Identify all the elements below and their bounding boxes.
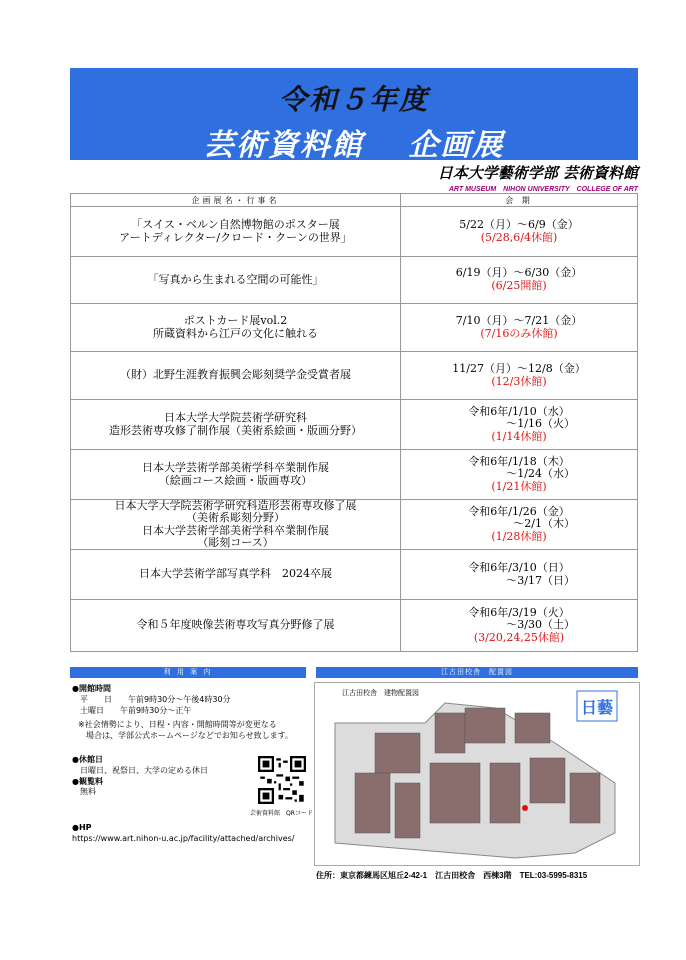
exhibit-date: 令和6年/3/19（火） (468, 605, 570, 619)
exhibit-date: 5/22（月）～6/9（金） (459, 217, 579, 231)
exhibit-date: 令和6年/1/26（金） (468, 504, 570, 518)
exhibit-name: （財）北野生涯教育振興会彫刻奨学金受賞者展 (120, 368, 351, 382)
hours-title: ●開館時間 (72, 684, 111, 693)
exhibit-name: 日本大学芸術学部写真学科 2024卒展 (139, 567, 332, 581)
notice-line2: 場合は、学部公式ホームページなどでお知らせ致します。 (86, 730, 293, 740)
exhibit-date-end: ～1/16（火） (506, 417, 575, 431)
exhibit-name: 令和５年度映像芸術専攻写真分野修了展 (136, 618, 335, 632)
exhibit-name: 日本大学芸術学部美術学科卒業制作展 (142, 460, 329, 474)
table-row (71, 352, 638, 400)
campus-map-drawing (315, 683, 639, 865)
map-header: 江古田校舎 配置図 (316, 667, 638, 678)
closed-note: (3/20,24,25休館) (473, 630, 565, 644)
homepage (72, 823, 294, 845)
exhibit-name: 所蔵資料から江戸の文化に触れる (153, 326, 318, 340)
exhibit-date-end: ～3/17（日） (506, 573, 575, 587)
closed-note: (7/16のみ休館) (480, 326, 558, 340)
hp-title: ●HP (72, 823, 92, 832)
exhibit-date: 6/19（月）～6/30（金） (455, 266, 583, 280)
exhibit-date: 令和6年/3/10（日） (468, 560, 570, 574)
map-title: 江古田校舎 建物配置図 (342, 689, 419, 697)
table-row (71, 550, 638, 600)
exhibit-name: 「写真から生まれる空間の可能性」 (147, 272, 324, 286)
exhibit-name: 日本大学大学院芸術学研究科造形芸術専攻修了展 (114, 499, 357, 513)
year-title: 令和５年度 (278, 83, 429, 116)
exhibit-name: アートディレクター/クロード・クーンの世界」 (119, 230, 352, 244)
closed-note: (1/28休館) (491, 529, 547, 543)
org-name-jp: 日本大学藝術学部 芸術資料館 (437, 164, 638, 182)
qr-caption: 芸術資料館 QRコード (250, 810, 313, 817)
table-row (71, 304, 638, 352)
exhibit-name: （彫刻コース） (197, 535, 274, 549)
schedule-table (70, 193, 638, 652)
closed-note: (5/28,6/4休館) (480, 230, 558, 244)
table-row (71, 257, 638, 304)
notice (78, 720, 293, 742)
campus-map (314, 682, 640, 866)
exhibit-date-end: ～1/24（水） (506, 467, 575, 481)
exhibit-name: 日本大学芸術学部美術学科卒業制作展 (142, 523, 329, 537)
header-period: 会 期 (401, 194, 638, 207)
exhibit-name: ポストカード展vol.2 (183, 313, 288, 327)
table-row (71, 500, 638, 550)
table-row (71, 450, 638, 500)
fee-text: 無料 (80, 787, 96, 797)
exhibit-date-end: ～2/1（木） (513, 517, 575, 531)
exhibit-name: 「スイス・ベルン自然博物館のポスター展 (131, 217, 340, 231)
fee-title: ●観覧料 (72, 776, 103, 786)
closed-note: (6/25開館) (491, 279, 547, 292)
address: 住所：東京都練馬区旭丘2-42-1 江古田校舎 西棟3階 TEL:03-5995-8315 (316, 871, 588, 880)
exhibition-title: 芸術資料館 企画展 (203, 128, 505, 163)
organization (438, 162, 638, 194)
exhibit-date: 7/10（月）～7/21（金） (455, 313, 583, 327)
notice-line1: ※社会情勢により、日程・内容・開館時間等が変更なる (78, 720, 277, 729)
hp-url[interactable]: https://www.art.nihon-u.ac.jp/facility/attached/archives/ (72, 833, 295, 843)
hours-saturday: 土曜日 午前9時30分～正午 (80, 705, 192, 715)
table-row (71, 207, 638, 257)
opening-hours (72, 684, 231, 716)
table-header (71, 194, 638, 207)
exhibit-date: 令和6年/1/10（水） (468, 404, 570, 418)
exhibit-date: 11/27（月）～12/8（金） (452, 361, 586, 375)
closed-title: ●休館日 (72, 755, 103, 764)
hours-weekday: 平 日 午前9時30分～午後4時30分 (80, 694, 231, 704)
svg-text:日藝: 日藝 (580, 698, 614, 717)
qr-code[interactable] (258, 756, 306, 804)
org-name-en: ART MUSEUM NIHON UNIVERSITY COLLEGE OF ART (448, 186, 638, 193)
closed-note: (12/3休館) (491, 374, 547, 388)
info-header: 利 用 案 内 (70, 667, 306, 678)
exhibit-name: （絵画コース絵画・版画専攻） (158, 473, 313, 487)
closed-days (72, 755, 208, 798)
closed-note: (1/14休館) (491, 429, 547, 443)
exhibit-date: 令和6年/1/18（木） (468, 454, 570, 468)
table-row (71, 400, 638, 450)
table-row (71, 600, 638, 652)
exhibit-name: 日本大学大学院芸術学研究科 (164, 410, 307, 424)
title-banner (70, 68, 638, 163)
exhibit-date-end: ～3/30（土） (506, 618, 575, 632)
closed-text: 日曜日、祝祭日、大学の定める休日 (80, 765, 208, 775)
closed-note: (1/21休館) (491, 479, 547, 493)
header-name: 企画展名・行事名 (71, 194, 401, 207)
exhibit-name: （美術系彫刻分野） (186, 511, 285, 525)
exhibit-name: 造形芸術専攻修了制作展（美術系絵画・版画分野） (109, 423, 362, 437)
